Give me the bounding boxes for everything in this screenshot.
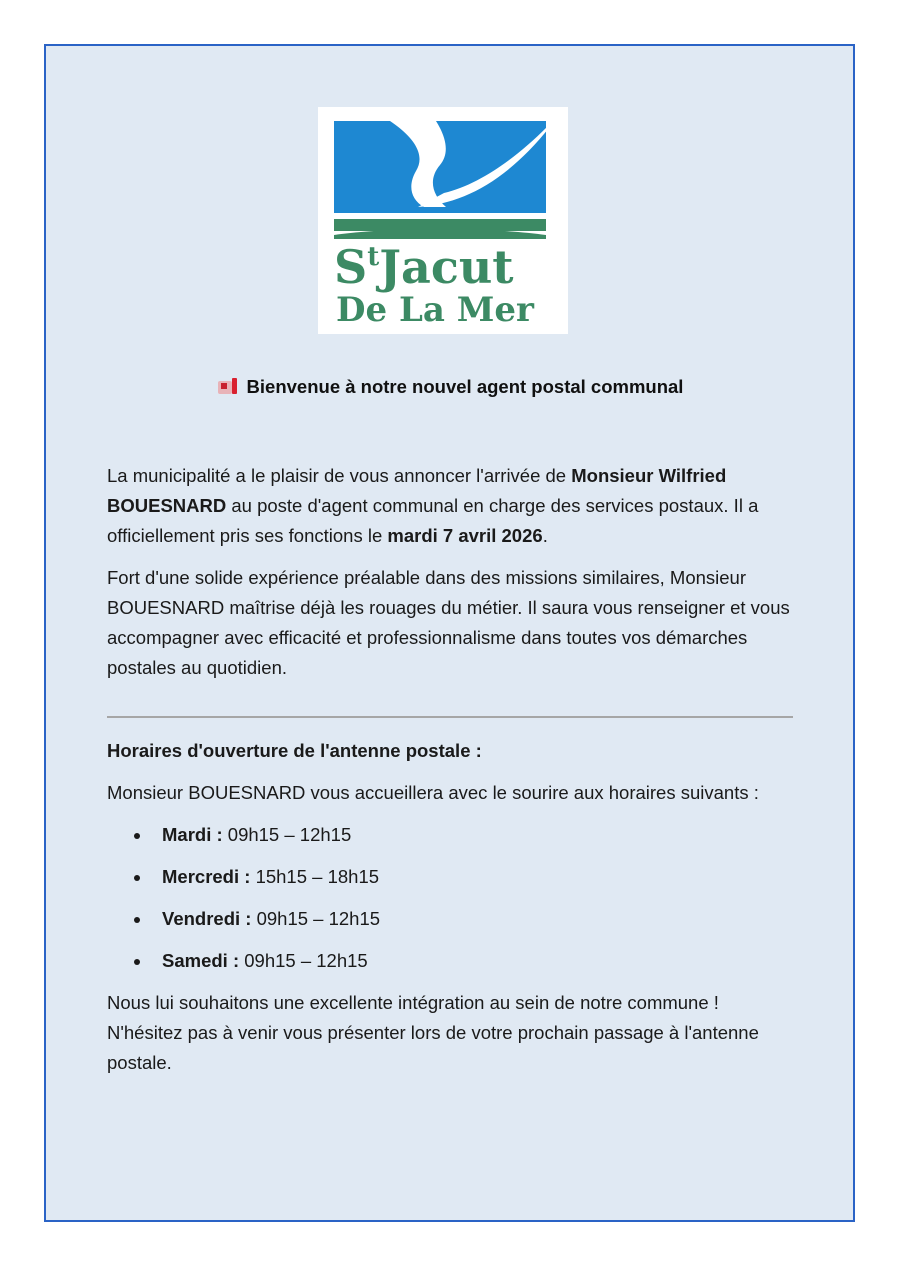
bullet-icon xyxy=(134,833,140,839)
intro-paragraph-1: La municipalité a le plaisir de vous annoncer l'arrivée de Monsieur Wilfried BOUESNARD au poste d'agent communal en charge des services postaux. Il a officiellement pris ses fonctions le mardi 7 avril 2026. xyxy=(107,465,759,546)
intro-section xyxy=(107,461,797,683)
start-date: mardi 7 avril 2026 xyxy=(387,525,543,546)
bullet-icon xyxy=(134,959,140,965)
divider xyxy=(107,716,793,718)
logo-text-line1: $S^tJacut$ xyxy=(334,240,514,294)
intro-paragraph-2: Fort d'une solide expérience préalable dans des missions similaires, Monsieur BOUESNARD maîtrise déjà les rouages du métier. Il saura vous renseigner et vous accompagner avec efficacité et professionnalisme dans toutes vos démarches postales au quotidien. xyxy=(107,567,790,678)
schedule-item: Mercredi : 15h15 – 18h15 xyxy=(107,862,797,904)
schedule-item: Mardi : 09h15 – 12h15 xyxy=(107,820,797,862)
mailbox-icon xyxy=(217,377,241,395)
bullet-icon xyxy=(134,917,140,923)
headline xyxy=(0,376,900,398)
logo-text-line2: De La Mer xyxy=(336,290,534,330)
schedule-item: Samedi : 09h15 – 12h15 xyxy=(107,946,797,988)
headline-text: Bienvenue à notre nouvel agent postal communal xyxy=(246,376,684,397)
schedule-list xyxy=(107,820,797,988)
hours-section xyxy=(107,736,797,1078)
logo-graphic xyxy=(318,107,568,334)
schedule-item: Vendredi : 09h15 – 12h15 xyxy=(107,904,797,946)
hours-title: Horaires d'ouverture de l'antenne postale : xyxy=(107,740,482,761)
hours-intro: Monsieur BOUESNARD vous accueillera avec le sourire aux horaires suivants : xyxy=(107,782,759,803)
closing-paragraph: Nous lui souhaitons une excellente intégration au sein de notre commune ! N'hésitez pas à venir vous présenter lors de votre prochain passage à l'antenne postale. xyxy=(107,992,759,1073)
agent-name: Monsieur Wilfried BOUESNARD xyxy=(107,465,727,516)
bullet-icon xyxy=(134,875,140,881)
saint-jacut-logo xyxy=(318,107,568,334)
